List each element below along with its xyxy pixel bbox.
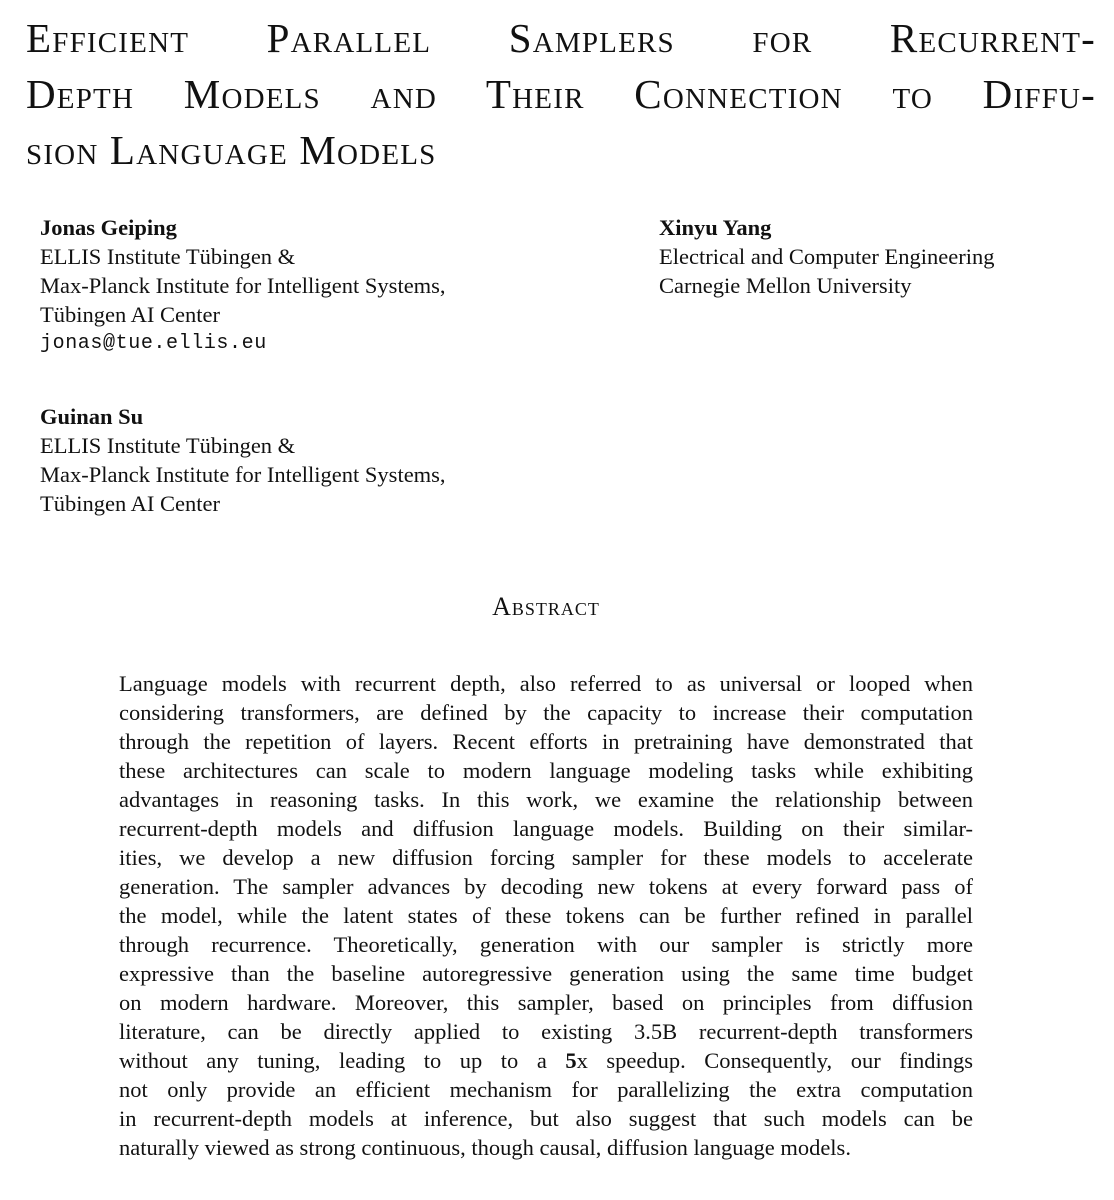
author-affiliation: ELLIS Institute Tübingen & (40, 244, 296, 269)
abstract-line: literature, can be directly applied to existing 3.5B recurrent-depth transformers (119, 1019, 973, 1044)
author-block (40, 213, 446, 358)
paper-title (26, 10, 1096, 178)
author-name: Xinyu Yang (659, 215, 772, 240)
author-block (659, 213, 995, 300)
abstract-line: considering transformers, are defined by the capacity to increase their computation (119, 700, 973, 725)
abstract-text: without any tuning, leading to up to a (119, 1048, 566, 1073)
abstract-line: through the repetition of layers. Recent efforts in pretraining have demonstrated that (119, 729, 973, 754)
abstract-body (119, 669, 973, 1162)
author-affiliation: Electrical and Computer Engineering (659, 244, 995, 269)
author-name: Guinan Su (40, 404, 144, 429)
title-line: Depth Models and Their Connection to Diffu- (26, 71, 1096, 117)
abstract-line: on modern hardware. Moreover, this sampler, based on principles from diffusion (119, 990, 973, 1015)
abstract-line: generation. The sampler advances by decoding new tokens at every forward pass of (119, 874, 973, 899)
author-email: jonas@tue.ellis.eu (40, 332, 267, 355)
abstract-text: x speedup. Consequently, our findings (576, 1048, 973, 1073)
author-affiliation: Tübingen AI Center (40, 302, 220, 327)
abstract-line: Language models with recurrent depth, also referred to as universal or looped when (119, 671, 973, 696)
abstract-line: through recurrence. Theoretically, generation with our sampler is strictly more (119, 932, 973, 957)
abstract-line (119, 1046, 973, 1075)
abstract-line: recurrent-depth models and diffusion language models. Building on their similar- (119, 816, 973, 841)
author-affiliation: Max-Planck Institute for Intelligent Systems, (40, 273, 446, 298)
author-affiliation: Max-Planck Institute for Intelligent Systems, (40, 462, 446, 487)
author-affiliation: Tübingen AI Center (40, 491, 220, 516)
abstract-line: the model, while the latent states of these tokens can be further refined in parallel (119, 903, 973, 928)
abstract-heading: Abstract (492, 592, 600, 621)
speedup-value: 5 (565, 1048, 577, 1073)
abstract-line: expressive than the baseline autoregressive generation using the same time budget (119, 961, 973, 986)
author-block (40, 402, 446, 518)
title-line: Efficient Parallel Samplers for Recurrent- (26, 15, 1096, 61)
abstract-line: advantages in reasoning tasks. In this work, we examine the relationship between (119, 787, 973, 812)
author-affiliation: ELLIS Institute Tübingen & (40, 433, 296, 458)
abstract-line: not only provide an efficient mechanism for parallelizing the extra computation (119, 1077, 973, 1102)
abstract-line: these architectures can scale to modern language modeling tasks while exhibiting (119, 758, 973, 783)
author-affiliation: Carnegie Mellon University (659, 273, 912, 298)
author-name: Jonas Geiping (40, 215, 177, 240)
title-line: sion Language Models (26, 127, 437, 173)
abstract-line: ities, we develop a new diffusion forcing sampler for these models to accelerate (119, 845, 973, 870)
abstract-line: naturally viewed as strong continuous, though causal, diffusion language models. (119, 1135, 851, 1160)
abstract-line: in recurrent-depth models at inference, but also suggest that such models can be (119, 1106, 973, 1131)
